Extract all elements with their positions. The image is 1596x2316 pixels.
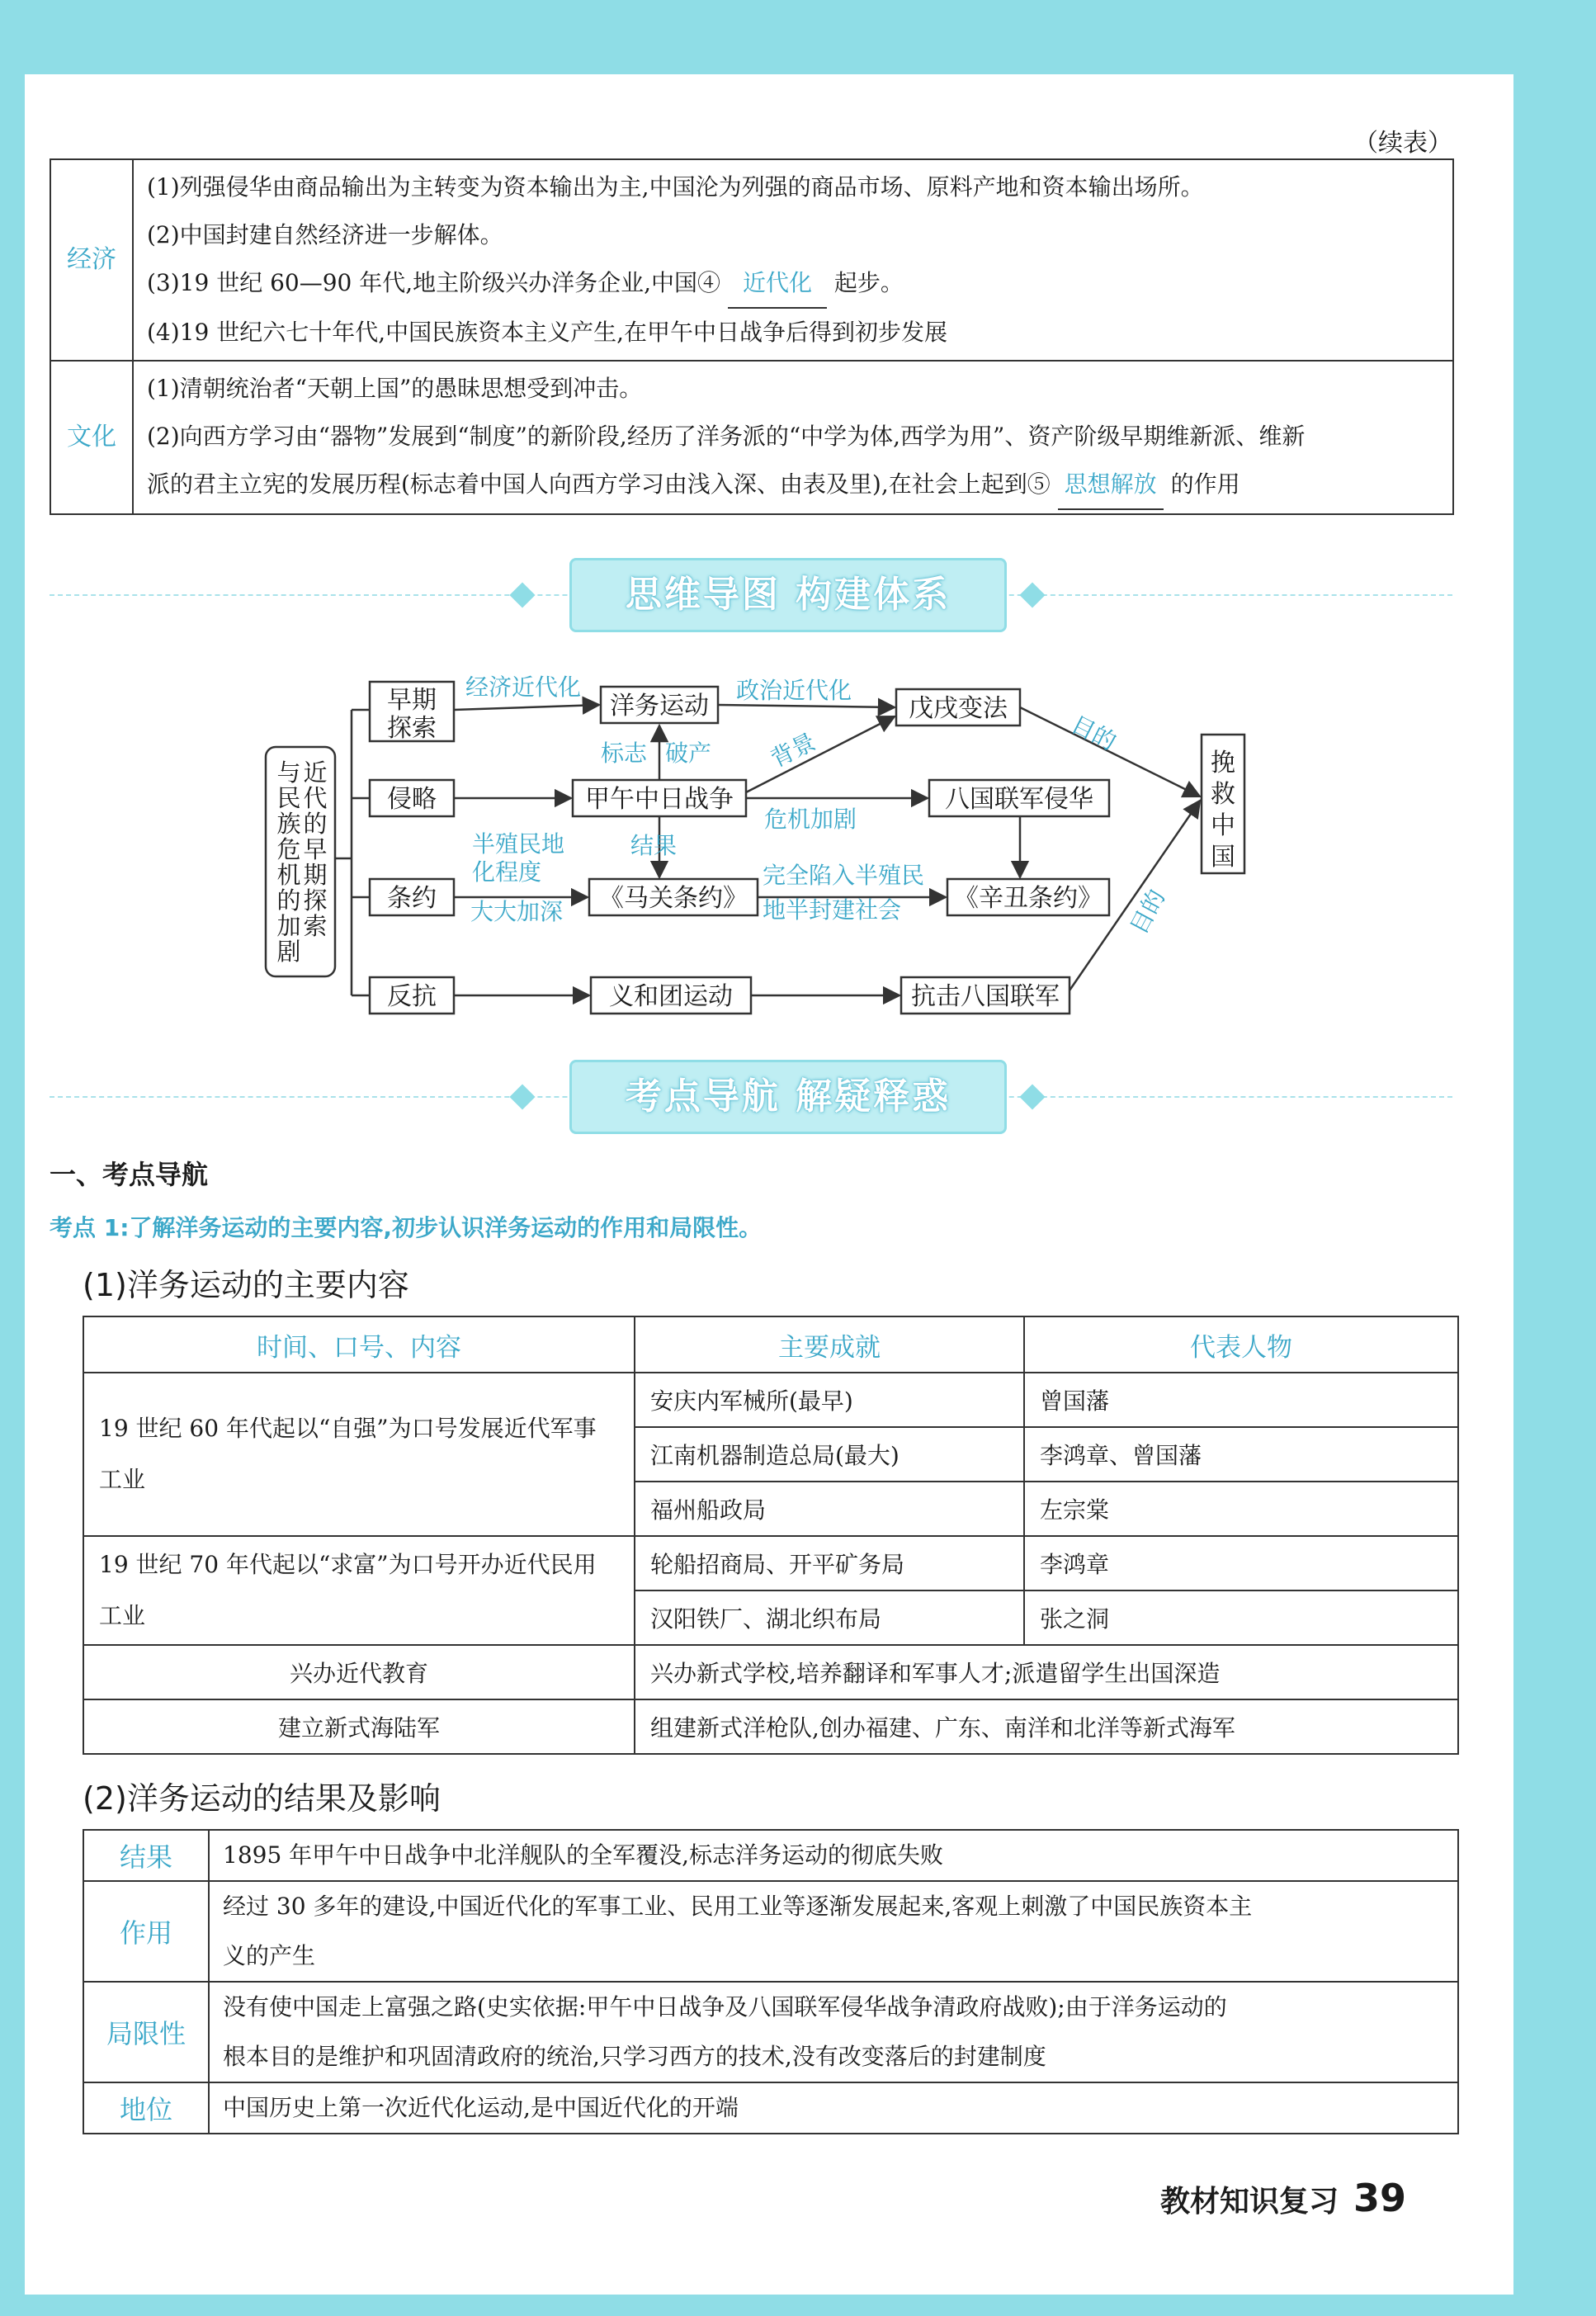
subheading-content: (1)洋务运动的主要内容	[83, 1267, 409, 1303]
table-row	[83, 2082, 1458, 2134]
table-row	[83, 1699, 1458, 1754]
row-header: 结果	[83, 1830, 209, 1881]
row-body: 经过 30 多年的建设,中国近代化的军事工业、民用工业等逐渐发展起来,客观上刺激了中国民族资本主 义的产生	[209, 1881, 1458, 1982]
row-header-economy: 经济	[50, 159, 133, 361]
svg-text:与民族危机的加剧: 与民族危机的加剧	[276, 759, 301, 966]
branch-invasion: 侵略	[387, 785, 437, 814]
diamond-icon	[1019, 1084, 1045, 1109]
svg-text:近代的早期探索: 近代的早期探索	[303, 759, 328, 940]
label-mudi2: 目的	[1125, 885, 1171, 939]
node-jiawu: 甲午中日战争	[585, 785, 734, 814]
heading-kaodian: 一、考点导航	[50, 1159, 209, 1190]
row-header: 作用	[83, 1881, 209, 1982]
col-header: 代表人物	[1024, 1316, 1458, 1373]
node-xinchou: 《辛丑条约》	[954, 884, 1103, 913]
table-cell: 组建新式洋枪队,创办福建、广东、南洋和北洋等新式海军	[635, 1699, 1458, 1754]
table-row	[83, 1881, 1458, 1982]
label-jingji: 经济近代化	[465, 674, 582, 701]
row-body: 中国历史上第一次近代化运动,是中国近代化的开端	[209, 2082, 1458, 2134]
row-header: 地位	[83, 2082, 209, 2134]
label-biaozhi: 标志	[601, 740, 648, 767]
label-weiji: 危机加剧	[764, 806, 857, 833]
subheading-result: (2)洋务运动的结果及影响	[83, 1780, 441, 1817]
table-row	[83, 1373, 1458, 1427]
label-wq2: 地半封建社会	[763, 896, 902, 924]
table-cell: 汉阳铁厂、湖北织布局	[635, 1590, 1024, 1645]
section-header-guide	[50, 1060, 1452, 1134]
table-row	[83, 1982, 1458, 2082]
text-line: 派的君主立宪的发展历程(标志着中国人向西方学习由浅入深、由表及里),在社会上起到⑤ 思想解放 的作用	[147, 461, 1439, 510]
table-row	[83, 1645, 1458, 1699]
branch-treaty: 条约	[387, 884, 437, 913]
svg-text:挽: 挽	[1211, 749, 1235, 778]
table-row	[83, 1830, 1458, 1881]
node-kangji: 抗击八国联军	[911, 982, 1060, 1011]
era-cell: 19 世纪 60 年代起以“自强”为口号发展近代军事工业	[83, 1373, 635, 1536]
page-number: 39	[1353, 2176, 1406, 2220]
yangwu-content-table	[83, 1316, 1459, 1755]
table-row	[83, 1536, 1458, 1590]
continued-label: （续表）	[1353, 129, 1452, 158]
svg-text:国: 国	[1211, 843, 1235, 872]
node-yangwu: 洋务运动	[610, 692, 709, 721]
branch-early-line2: 探索	[387, 714, 437, 743]
label-bzm1: 半殖民地	[472, 830, 565, 858]
mind-map-svg	[0, 0, 1596, 1056]
answer-blank: 思想解放	[1058, 461, 1164, 510]
label-jieguo: 结果	[630, 832, 678, 859]
text-line: (4)19 世纪六七十年代,中国民族资本主义产生,在甲午中日战争后得到初步发展	[147, 319, 947, 346]
mind-map	[0, 0, 1596, 1060]
row-header: 局限性	[83, 1982, 209, 2082]
section-title: 考点导航 解疑释惑	[569, 1060, 1007, 1134]
table-cell: 兴办近代教育	[83, 1645, 635, 1699]
row-body: 1895 年甲午中日战争中北洋舰队的全军覆没,标志洋务运动的彻底失败	[209, 1830, 1458, 1881]
label-pochan: 破产	[665, 740, 712, 767]
table-cell: 建立新式海陆军	[83, 1699, 635, 1754]
col-header: 主要成就	[635, 1316, 1024, 1373]
table-cell: 张之洞	[1024, 1590, 1458, 1645]
svg-text:中: 中	[1211, 811, 1235, 840]
label-mudi1: 目的	[1066, 710, 1121, 756]
table-cell: 李鸿章	[1024, 1536, 1458, 1590]
branch-early-line1: 早期	[387, 686, 437, 715]
table-cell: 兴办新式学校,培养翻译和军事人才;派遣留学生出国深造	[635, 1645, 1458, 1699]
node-maguan: 《马关条约》	[599, 884, 748, 913]
era-cell: 19 世纪 70 年代起以“求富”为口号开办近代民用工业	[83, 1536, 635, 1645]
table-cell: 轮船招商局、开平矿务局	[635, 1536, 1024, 1590]
node-wanjiu	[1211, 749, 1235, 872]
col-header: 时间、口号、内容	[83, 1316, 635, 1373]
text-line: (1)列强侵华由商品输出为主转变为资本输出为主,中国沦为列强的商品市场、原料产地和资本输出场所。	[147, 173, 1204, 201]
kaodian-line: 考点 1:了解洋务运动的主要内容,初步认识洋务运动的作用和局限性。	[50, 1214, 763, 1241]
diamond-icon	[509, 1084, 535, 1109]
text-line: (3)19 世纪 60—90 年代,地主阶级兴办洋务企业,中国④ 近代化 起步。	[147, 259, 1439, 309]
table-cell: 李鸿章、曾国藩	[1024, 1427, 1458, 1482]
label-zhengzhi: 政治近代化	[736, 677, 852, 704]
node-wuxu: 戊戌变法	[909, 694, 1008, 723]
label-wq1: 完全陷入半殖民	[763, 862, 925, 889]
node-yihetuan: 义和团运动	[609, 982, 733, 1011]
label-bzm3: 大大加深	[470, 898, 564, 925]
footer-label: 教材知识复习	[1159, 2185, 1339, 2219]
node-baguo: 八国联军侵华	[945, 785, 1093, 814]
table-cell: 曾国藩	[1024, 1373, 1458, 1427]
label-beijing: 背景	[766, 728, 820, 773]
table-cell: 安庆内军械所(最早)	[635, 1373, 1024, 1427]
text-line: (2)中国封建自然经济进一步解体。	[147, 221, 503, 248]
row-header-culture: 文化	[50, 361, 133, 514]
text-line: (1)清朝统治者“天朝上国”的愚昧思想受到冲击。	[147, 375, 643, 402]
row-body: 没有使中国走上富强之路(史实依据:甲午中日战争及八国联军侵华战争清政府战败);由于洋务运动的 根本目的是维护和巩固清政府的统治,只学习西方的技术,没有改变落后的封建制度	[209, 1982, 1458, 2082]
table-cell: 江南机器制造总局(最大)	[635, 1427, 1024, 1482]
table-cell: 福州船政局	[635, 1482, 1024, 1536]
branch-resistance: 反抗	[387, 982, 437, 1011]
section-title: 思维导图 构建体系	[569, 558, 1007, 632]
table-cell: 左宗棠	[1024, 1482, 1458, 1536]
yangwu-result-table	[83, 1829, 1459, 2134]
answer-blank: 近代化	[728, 259, 827, 309]
page-footer	[1160, 2176, 1406, 2220]
svg-text:救: 救	[1211, 780, 1235, 809]
root-text	[276, 759, 327, 966]
text-line: (2)向西方学习由“器物”发展到“制度”的新阶段,经历了洋务派的“中学为体,西学为用”、资产阶级早期维新派、维新	[147, 423, 1306, 450]
label-bzm2: 化程度	[472, 858, 542, 886]
table-header-row	[83, 1316, 1458, 1373]
